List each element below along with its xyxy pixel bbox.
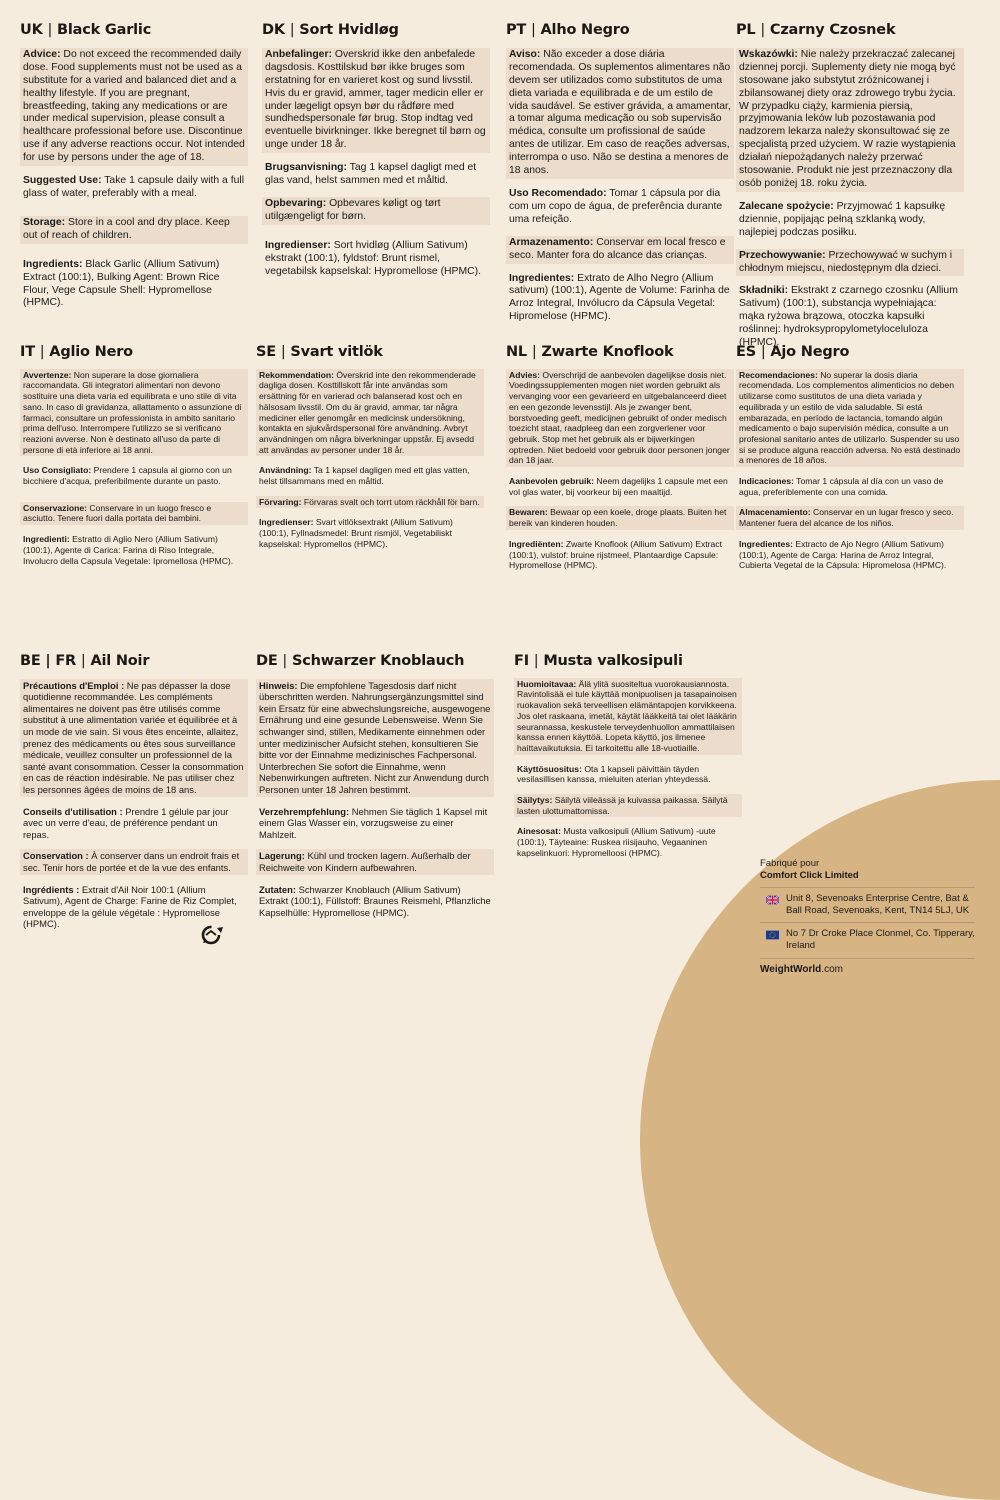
usage-block: Verzehrempfehlung: Nehmen Sie täglich 1 Kapsel mit einem Glas Wasser ein, vorzugsweise zu einer Mahlzeit. <box>259 805 488 840</box>
section-heading: BE | FR | Ail Noir <box>20 653 150 669</box>
company-name: Comfort Click Limited <box>760 870 859 881</box>
uk-flag-icon <box>766 895 779 905</box>
section-nl <box>506 344 734 580</box>
ingredients-block: Ingredienser: Sort hvidløg (Allium Sativum) ekstrakt (100:1), fyldstof: Brunt rismel, vegetabilsk kapselskal: Hypromellose (HPMC). <box>265 239 481 277</box>
section-heading: PL | Czarny Czosnek <box>736 22 896 38</box>
section-heading: SE | Svart vitlök <box>256 344 383 360</box>
storage-block: Opbevaring: Opbevares køligt og tørt utilgængeligt for børn. <box>262 197 490 225</box>
usage-block: Zalecane spożycie: Przyjmować 1 kapsułkę dziennie, popijając pełną szklanką wody, najlepiej podczas posiłku. <box>739 200 946 238</box>
usage-block: Käyttösuositus: Ota 1 kapseli päivittäin täyden vesilasillisen kanssa, mieluiten aterian yhteydessä. <box>517 763 711 785</box>
ingredients-block: Ingrediënten: Zwarte Knoflook (Allium Sativum) Extract (100:1), vulstof: bruine rijstmeel, Plantaardige Capsule: Hypromellose (HPMC). <box>509 538 722 571</box>
advice-block: Hinweis: Die empfohlene Tagesdosis darf nicht überschritten werden. Nahrungsergänzungsmittel sind kein Ersatz für eine abwechslungsreiche, ausgewogene Ernährung und eine gesunde Lebensweise. Wenn Sie schwanger sind, stillen, Medikamente einnehmen oder unter medizinischer Aufsicht stehen, konsultieren Sie bitte vor der Einnahme medizinisches Fachpersonal. Unterbrechen Sie sofort die Einnahme, wenn Nebenwirkungen auftreten. Nicht zur Anwendung durch Personen unter 18 Jahren bestimmt. <box>256 679 494 797</box>
eu-flag-icon <box>766 930 779 940</box>
advice-block: Advice: Do not exceed the recommended daily dose. Food supplements must not be used as a substitute for a varied and balanced diet and a healthy lifestyle. If you are pregnant, breastfeeding, taking any medications or are under medical supervision, please consult a healthcare professional before use. Discontinue use if any adverse reactions occur. Not intended for use by persons under the age of 18. <box>20 48 248 166</box>
usage-block: Uso Recomendado: Tomar 1 cápsula por dia com um copo de água, de preferência durante uma refeição. <box>509 187 723 225</box>
storage-block: Lagerung: Kühl und trocken lagern. Außerhalb der Reichweite von Kindern aufbewahren. <box>256 849 494 874</box>
ie-address-row <box>760 922 975 952</box>
uk-address: Unit 8, Sevenoaks Enterprise Centre, Bat & Ball Road, Sevenoaks, Kent, TN14 5LJ, UK <box>786 893 970 916</box>
advice-block: Aviso: Não exceder a dose diária recomendada. Os suplementos alimentares não devem ser utilizados como substitutos de uma dieta variada e equilibrada e de um estilo de vida saudável. Se estiver grávida, a amamentar, a tomar alguma medicação ou sob supervisão médica, consulte um profissional de saúde antes de utilizar. Em caso de reações adversas, interrompa o uso. Não se destina a menores de 18 anos. <box>506 48 734 179</box>
ingredients-block: Ainesosat: Musta valkosipuli (Allium Sativum) -uute (100:1), Täyteaine: Ruskea riisijauho, Vegaaninen kapselinkuori: Hypromelloosi (HPMC). <box>517 826 716 858</box>
section-de <box>256 653 494 927</box>
section-fi <box>514 653 742 868</box>
storage-block: Bewaren: Bewaar op een koele, droge plaats. Buiten het bereik van kinderen houden. <box>506 506 734 529</box>
storage-block: Almacenamiento: Conservar en un lugar fresco y seco. Mantener fuera del alcance de los niños. <box>736 506 964 529</box>
ingredients-block: Ingredienser: Svart vitlöksextrakt (Allium Sativum) (100:1), Fyllnadsmedel: Brunt rismjöl, Vegetabiliskt kapselskal: Hypromellos (HPMC). <box>259 517 453 549</box>
section-dk <box>262 24 490 288</box>
ingredients-block: Ingrédients : Extrait d'Ail Noir 100:1 (Allium Sativum), Agent de Charge: Farine de Riz Complet, enveloppe de la gélule végétale : Hypromellose (HPMC). <box>23 883 237 930</box>
usage-block: Uso Consigliato: Prendere 1 capsula al giorno con un bicchiere d'acqua, preferibilmente durante un pasto. <box>23 465 232 487</box>
section-se <box>256 344 484 559</box>
advice-block: Anbefalinger: Overskrid ikke den anbefalede dagsdosis. Kosttilskud bør ikke bruges som erstatning for en varieret kost og sund livsstil. Hvis du er gravid, ammer, tager medicin eller er under lægeligt opsyn bør du rådføre med sundhedspersonale før brug. Stop indtag ved eventuelle bivirkninger. Ikke beregnet til børn og unge under 18 år. <box>262 48 490 153</box>
section-heading: PT | Alho Negro <box>506 22 630 38</box>
ie-address: No 7 Dr Croke Place Clonmel, Co. Tipperary, Ireland <box>786 928 975 951</box>
ingredients-block: Ingredienti: Estratto di Aglio Nero (Allium Sativum) (100:1), Agente di Carica: Farina di Riso Integrale, Involucro della Capsula Vegetale: Ipromellosa (HPMC). <box>23 534 234 566</box>
section-heading: ES | Ajo Negro <box>736 344 850 360</box>
section-heading: DK | Sort Hvidløg <box>262 22 399 38</box>
ingredients-block: Składniki: Ekstrakt z czarnego czosnku (Allium Sativum) (100:1), substancja wypełniająca: mąka ryżowa brązowa, otoczka kapsułki roślinnej: hydroksypropylometyloceluloza (HPMC). <box>739 285 958 349</box>
storage-block: Conservation : À conserver dans un endroit frais et sec. Tenir hors de portée et de la vue des enfants. <box>20 849 248 874</box>
storage-block: Säilytys: Säilytä viileässä ja kuivassa paikassa. Säilytä lasten ulottumattomissa. <box>514 794 742 817</box>
storage-block: Armazenamento: Conservar em local fresco e seco. Manter fora do alcance das crianças. <box>506 236 734 264</box>
usage-block: Användning: Ta 1 kapsel dagligen med ett glas vatten, helst tillsammans med en måltid. <box>259 465 470 487</box>
usage-block: Indicaciones: Tomar 1 cápsula al día con un vaso de agua, preferiblemente con una comida. <box>739 476 944 497</box>
advice-block: Advies: Overschrijd de aanbevolen dagelijkse dosis niet. Voedingssupplementen mogen niet worden gebruikt als vervanging voor een gevarieerd en uitgebalanceerd dieet en een gezonde levensstijl. Als je zwanger bent, borstvoeding geeft, medicijnen gebruikt of onder medisch toezicht staat, raadpleeg dan een zorgverlener voor gebruik. Stop met het gebruik als er bijwerkingen optreden. Niet bedoeld voor gebruik door personen jonger dan 18 jaar. <box>506 369 734 467</box>
section-pl <box>736 24 964 359</box>
manufacturer-info <box>760 858 975 976</box>
usage-block: Suggested Use: Take 1 capsule daily with a full glass of water, preferably with a meal. <box>23 175 245 199</box>
ingredients-block: Zutaten: Schwarzer Knoblauch (Allium Sativum) Extrakt (100:1), Füllstoff: Braunes Reismehl, Pflanzliche Kapselhülle: Hypromellose (HPMC). <box>259 883 491 918</box>
section-es <box>736 344 964 580</box>
ingredients-block: Ingredients: Black Garlic (Allium Sativum) Extract (100:1), Bulking Agent: Brown Rice Flour, Vege Capsule Shell: Hypromellose (HPMC). <box>23 258 220 309</box>
storage-block: Przechowywanie: Przechowywać w suchym i chłodnym miejscu, niedostępnym dla dzieci. <box>736 249 964 277</box>
storage-block: Förvaring: Förvaras svalt och torrt utom räckhåll för barn. <box>256 496 484 509</box>
ingredients-block: Ingredientes: Extrato de Alho Negro (Allium sativum) (100:1), Agente de Volume: Farinha de Arroz Integral, Invólucro da Cápsula Vegetal: Hipromelose (HPMC). <box>509 272 730 323</box>
section-uk <box>20 24 248 319</box>
advice-block: Avvertenze: Non superare la dose giornaliera raccomandata. Gli integratori alimentari non devono sostituire una dieta varia ed equilibrata e uno stile di vita sano. In caso di gravidanza, allattamento o assunzione di farmaci, consultare un professionista in ambito sanitario prima dell'uso. Interrompere l'utilizzo se si verificano reazioni avverse. Non è destinato all'uso da parte di persone di età inferiore ai 18 anni. <box>20 369 248 457</box>
website: WeightWorld.com <box>760 958 975 976</box>
section-heading: FI | Musta valkosipuli <box>514 653 683 669</box>
advice-block: Wskazówki: Nie należy przekraczać zalecanej dziennej porcji. Suplementy diety nie mogą być stosowane jako substytut zróżnicowanej i zbilansowanej diety oraz zdrowego trybu życia. W przypadku ciąży, karmienia piersią, przyjmowania leków lub pozostawania pod nadzorem lekarza należy skonsultować się ze specjalistą przed użyciem. W razie wystąpienia działań niepożądanych należy przerwać stosowanie. Produkt nie jest przeznaczony dla osób poniżej 18. roku życia. <box>736 48 964 192</box>
advice-block: Précautions d'Emploi : Ne pas dépasser la dose quotidienne recommandée. Les compléments alimentaires ne doivent pas être utilisés comme substitut à une alimentation variée et équilibrée et à un mode de vie sain. Si vous êtes enceinte, allaitez, prenez des médicaments ou êtes sous surveillance médicale, veuillez consulter un professionnel de la santé avant consommation. Cesser la consommation en cas de réaction indésirable. Ne pas utiliser chez les personnes âgées de moins de 18 ans. <box>20 679 248 797</box>
ingredients-block: Ingredientes: Extracto de Ajo Negro (Allium Sativum) (100:1), Agente de Carga: Harina de Arroz Integral, Cubierta Vegetal de la Cápsula: Hipromelosa (HPMC). <box>739 538 947 571</box>
uk-address-row <box>760 887 975 917</box>
made-for-label: Fabriqué pour <box>760 858 820 869</box>
section-heading: UK | Black Garlic <box>20 22 152 38</box>
usage-block: Brugsanvisning: Tag 1 kapsel dagligt med et glas vand, helst sammen med et måltid. <box>265 162 477 187</box>
usage-block: Conseils d'utilisation : Prendre 1 gélule par jour avec un verre d'eau, de préférence pendant un repas. <box>23 805 229 840</box>
section-pt <box>506 24 734 333</box>
section-it <box>20 344 248 575</box>
section-heading: IT | Aglio Nero <box>20 344 133 360</box>
storage-block: Conservazione: Conservare in un luogo fresco e asciutto. Tenere fuori dalla portata dei bambini. <box>20 502 248 525</box>
section-heading: NL | Zwarte Knoflook <box>506 344 674 360</box>
storage-block: Storage: Store in a cool and dry place. Keep out of reach of children. <box>20 216 248 244</box>
advice-block: Rekommendation: Överskrid inte den rekommenderade dagliga dosen. Kosttillskott får inte användas som ersättning för en varierad och balanserad kost och en hälsosam livsstil. Om du är gravid, ammar, tar några mediciner eller genomgår en medicinsk undersökning, kontakta en sjukvårdspersonal före användning. Avbryt användningen om några biverkningar uppstår. Ej avsedd att användas av personer under 18 år. <box>256 369 484 457</box>
usage-block: Aanbevolen gebruik: Neem dagelijks 1 capsule met een vol glas water, bij voorkeur bij een maaltijd. <box>509 476 728 497</box>
advice-block: Huomioitavaa: Älä ylitä suositeltua vuorokausiannosta. Ravintolisää ei tule käyttää monipuolisen ja tasapainoisen ruokavalion sekä terveellisen elämäntapojen korvikkeena. Jos olet raskaana, imetät, käytät lääkkeitä tai olet lääkärin seurannassa, keskustele terveydenhuollon ammattilaisen kanssa ennen käyttöä. Lopeta käyttö, jos ilmenee haittavaikutuksia. Ei tarkoitettu alle 18-vuotiaille. <box>514 678 742 755</box>
section-heading: DE | Schwarzer Knoblauch <box>256 653 465 669</box>
recycle-logo-icon <box>197 921 225 949</box>
section-be-fr <box>20 653 248 939</box>
advice-block: Recomendaciones: No superar la dosis diaria recomendada. Los complementos alimenticios no deben utilizarse como sustitutos de una dieta variada y equilibrada y un estilo de vida saludable. Si está embarazada, en período de lactancia, tomando algún medicamento o bajo supervisión médica, consulte a un profesional sanitario antes de utilizarlo. Suspender su uso si se produce alguna reacción adversa. No está destinado a menores de 18 años. <box>736 369 964 467</box>
